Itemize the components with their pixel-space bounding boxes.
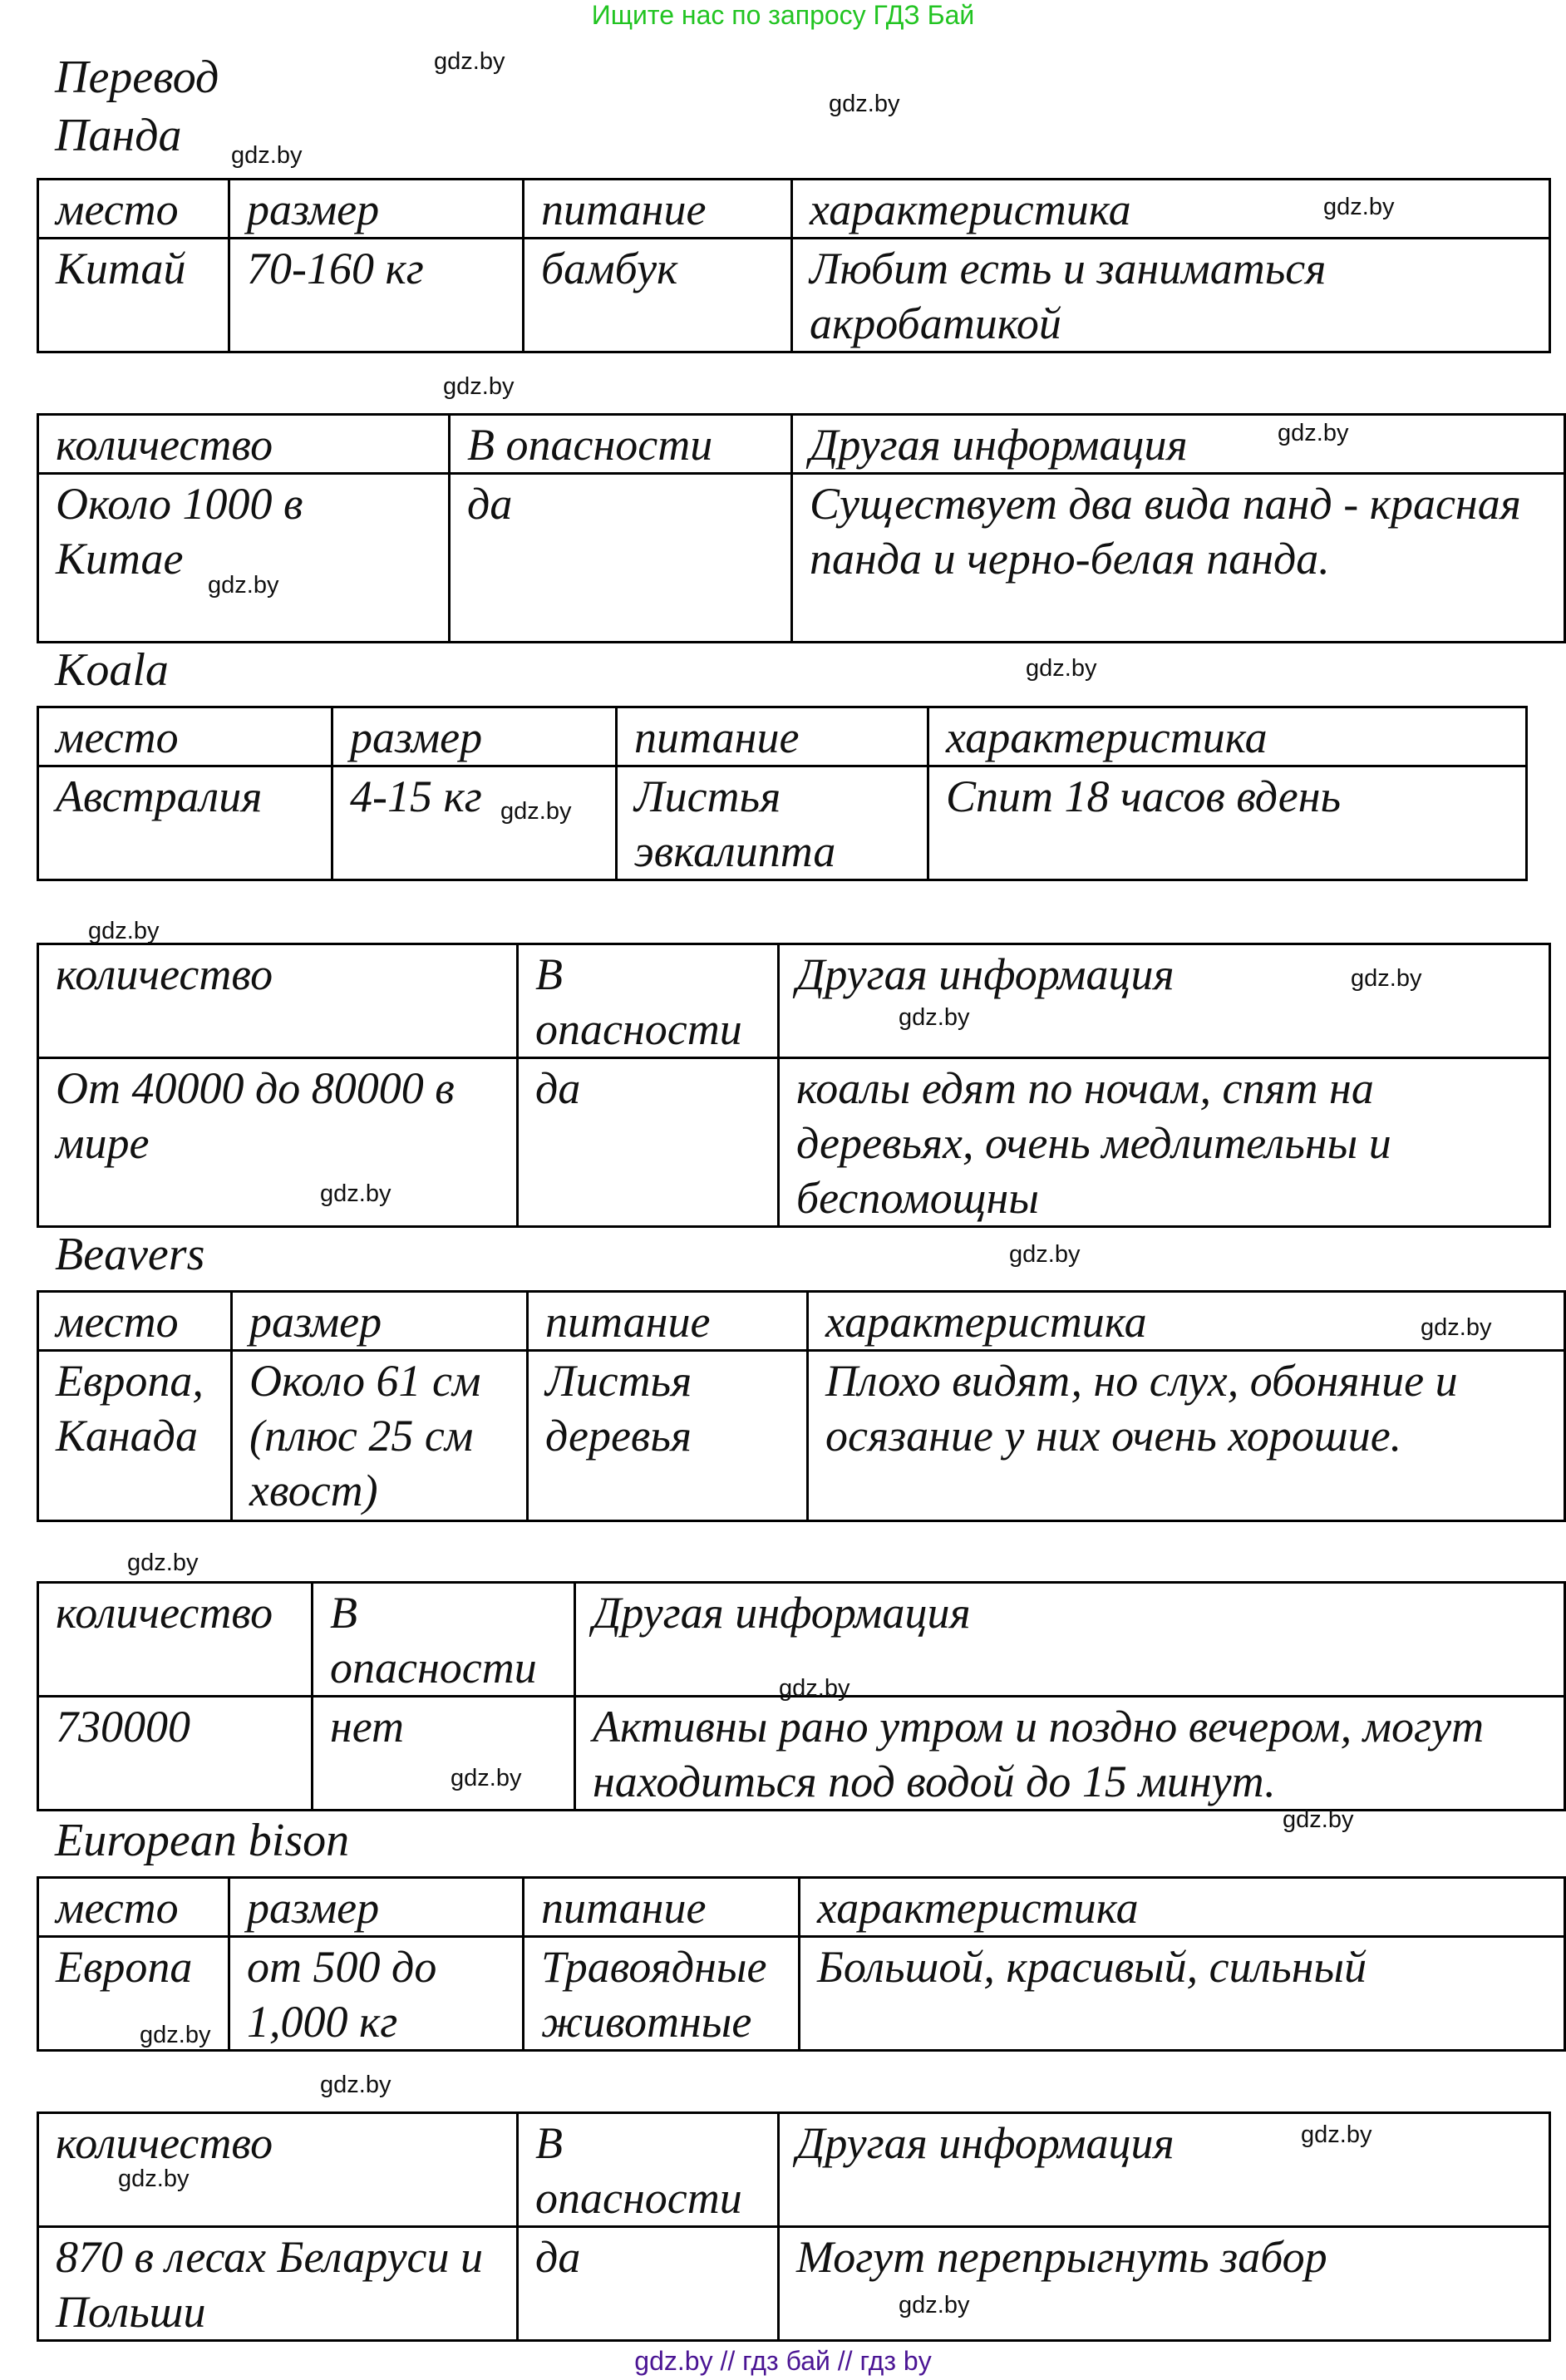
table-row (38, 2227, 1550, 2341)
data-cell: Любит есть и заниматься акробатикой (792, 239, 1550, 352)
table-row (38, 474, 1565, 643)
header-cell: В опасности (313, 1583, 575, 1697)
section-title: Koala (55, 644, 169, 696)
table-header-row (38, 1292, 1565, 1351)
data-cell: Листья деревья (528, 1351, 808, 1521)
watermark: gdz.by (1421, 1314, 1492, 1341)
table-header-row (38, 944, 1550, 1058)
bottom-banner: gdz.by // гдз бай // гдз by (634, 2346, 932, 2376)
table-header-row (38, 707, 1527, 766)
header-cell: Другая информация (779, 2113, 1550, 2227)
european-bison-info-table (37, 1876, 1566, 2052)
header-cell: место (38, 1292, 232, 1351)
section-title: European bison (55, 1815, 350, 1866)
data-cell: Существует два вида панд - красная панда и черно-белая панда. (792, 474, 1565, 643)
watermark: gdz.by (208, 572, 279, 599)
header-cell: В опасности (518, 944, 779, 1058)
data-cell: Могут перепрыгнуть забор (779, 2227, 1550, 2341)
data-cell: От 40000 до 80000 в мире (38, 1058, 518, 1227)
watermark: gdz.by (451, 1765, 522, 1791)
watermark: gdz.by (500, 798, 572, 825)
data-cell: Спит 18 часов вдень (928, 766, 1527, 880)
data-cell: 870 в лесах Беларуси и Польши (38, 2227, 518, 2341)
data-cell: Европа (38, 1937, 229, 2051)
header-cell: место (38, 180, 229, 239)
watermark: gdz.by (88, 918, 160, 944)
header-cell: количество (38, 415, 450, 474)
header-cell: питание (528, 1292, 808, 1351)
table-row (38, 239, 1550, 352)
data-cell: 730000 (38, 1697, 313, 1811)
koala-status-table (37, 943, 1551, 1228)
watermark: gdz.by (320, 2072, 392, 2098)
header-cell: В опасности (518, 2113, 779, 2227)
header-cell: размер (229, 180, 524, 239)
header-cell: характеристика (800, 1878, 1565, 1937)
section-title: Beavers (55, 1229, 205, 1280)
header-cell: размер (229, 1878, 524, 1937)
watermark: gdz.by (434, 48, 505, 75)
table-row (38, 766, 1527, 880)
header-cell: характеристика (792, 180, 1550, 239)
watermark: gdz.by (1351, 965, 1422, 992)
header-cell: место (38, 707, 332, 766)
header-cell: питание (524, 1878, 800, 1937)
header-cell: В опасности (450, 415, 792, 474)
data-cell: да (518, 1058, 779, 1227)
data-cell: Плохо видят, но слух, обоняние и осязание у них очень хорошие. (808, 1351, 1565, 1521)
table-row (38, 1937, 1565, 2051)
watermark: gdz.by (320, 1180, 392, 1207)
watermark: gdz.by (1278, 420, 1349, 446)
table-header-row (38, 1878, 1565, 1937)
header-cell: Другая информация (792, 415, 1565, 474)
data-cell: Китай (38, 239, 229, 352)
table-row (38, 1697, 1565, 1811)
beavers-info-table (37, 1290, 1566, 1522)
page-title: Перевод (55, 52, 219, 103)
header-cell: Другая информация (575, 1583, 1565, 1697)
header-cell: характеристика (928, 707, 1527, 766)
header-cell: размер (332, 707, 617, 766)
watermark: gdz.by (443, 373, 515, 400)
watermark: gdz.by (231, 142, 303, 169)
data-cell: Австралия (38, 766, 332, 880)
header-cell: питание (524, 180, 792, 239)
data-cell: Активны рано утром и поздно вечером, могут находиться под водой до 15 минут. (575, 1697, 1565, 1811)
watermark: gdz.by (118, 2166, 190, 2192)
koala-info-table (37, 706, 1528, 881)
watermark: gdz.by (899, 2292, 970, 2318)
data-cell: Травоядные животные (524, 1937, 800, 2051)
section-title: Панда (55, 110, 182, 161)
data-cell: 4-15 кг (332, 766, 617, 880)
watermark: gdz.by (779, 1675, 850, 1702)
header-cell: размер (232, 1292, 528, 1351)
watermark: gdz.by (899, 1004, 970, 1031)
header-cell: количество (38, 2113, 518, 2227)
table-row (38, 1351, 1565, 1521)
data-cell: да (518, 2227, 779, 2341)
data-cell: 70-160 кг (229, 239, 524, 352)
панда-status-table (37, 413, 1566, 643)
data-cell: бамбук (524, 239, 792, 352)
watermark: gdz.by (1009, 1241, 1081, 1268)
watermark: gdz.by (1323, 194, 1395, 220)
watermark: gdz.by (1283, 1806, 1354, 1833)
watermark: gdz.by (140, 2022, 211, 2048)
header-cell: количество (38, 944, 518, 1058)
data-cell: Европа, Канада (38, 1351, 232, 1521)
header-cell: место (38, 1878, 229, 1937)
header-cell: питание (617, 707, 928, 766)
table-row (38, 1058, 1550, 1227)
watermark: gdz.by (1301, 2121, 1372, 2148)
data-cell: нет (313, 1697, 575, 1811)
data-cell: Около 61 см (плюс 25 см хвост) (232, 1351, 528, 1521)
header-cell: Другая информация (779, 944, 1550, 1058)
data-cell: Около 1000 в Китае (38, 474, 450, 643)
header-cell: количество (38, 1583, 313, 1697)
watermark: gdz.by (127, 1550, 199, 1576)
data-cell: Листья эвкалипта (617, 766, 928, 880)
data-cell: от 500 до 1,000 кг (229, 1937, 524, 2051)
watermark: gdz.by (1026, 655, 1097, 682)
watermark: gdz.by (829, 91, 900, 117)
data-cell: Большой, красивый, сильный (800, 1937, 1565, 2051)
header-cell: характеристика (808, 1292, 1565, 1351)
data-cell: коалы едят по ночам, спят на деревьях, очень медлительны и беспомощны (779, 1058, 1550, 1227)
top-banner: Ищите нас по запросу ГДЗ Бай (591, 0, 975, 30)
data-cell: да (450, 474, 792, 643)
